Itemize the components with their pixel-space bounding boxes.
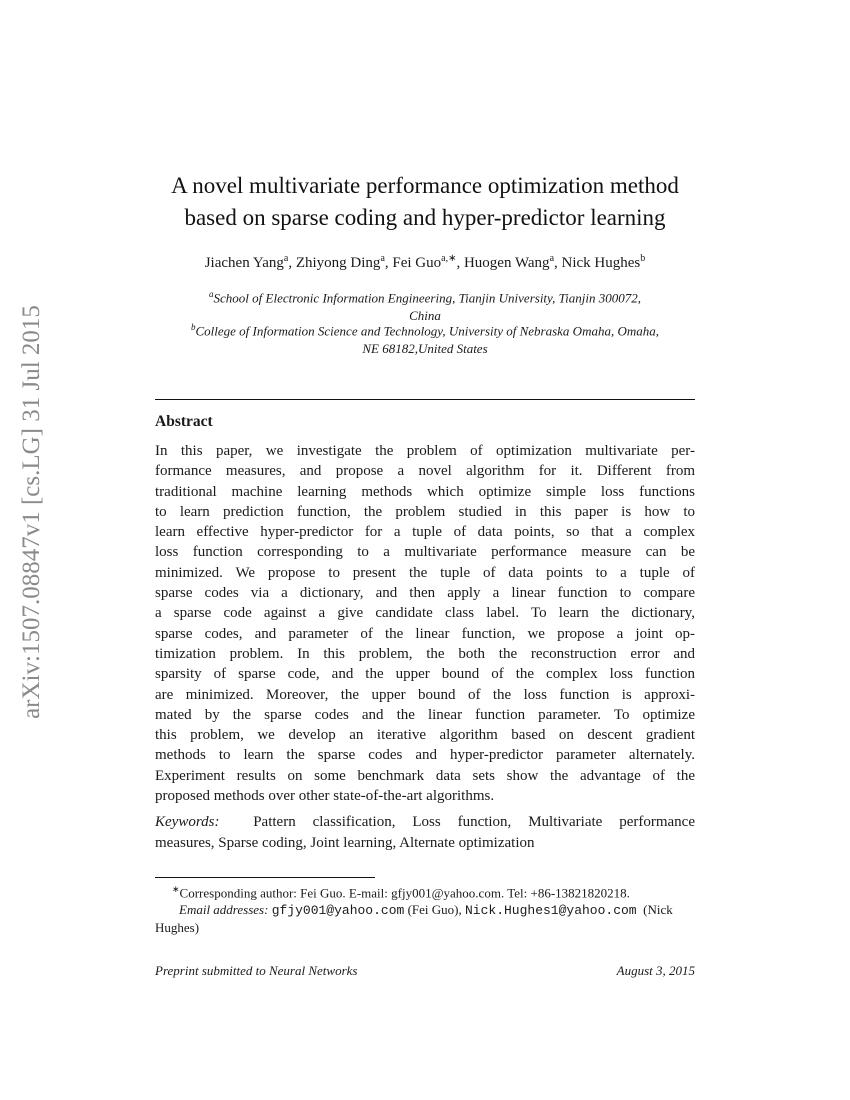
affiliation-b (150, 318, 700, 358)
preprint-journal: Preprint submitted to Neural Networks (155, 963, 358, 978)
author-affil-mark: a (283, 253, 289, 264)
email-label: Email addresses: (179, 902, 269, 918)
abstract-line: sparsity of sparse code, and the upper bound of the complex loss function (155, 666, 695, 683)
author-list: Jiachen Yang$^a$, Zhiyong Ding$^a$, Fei Guo$^{a,∗}$, Huogen Wang$^a$, Nick Hughes$^b$ (204, 253, 646, 271)
email-link[interactable]: Nick.Hughes1@yahoo.com (464, 903, 637, 919)
abstract-line: In this paper, we investigate the problem of optimization multivariate per- (155, 443, 695, 459)
abstract-line: are minimized. Moreover, the upper bound of the loss function is approxi- (155, 686, 695, 703)
affiliation-line: College of Information Science and Technology, University of Nebraska Omaha, Omaha, (195, 323, 659, 339)
email-owner: (Nick (643, 902, 673, 918)
abstract-line: mated by the sparse codes and the linear function parameter. To optimize (155, 706, 695, 723)
abstract-line: timization problem. In this problem, the both the reconstruction error and (155, 645, 695, 662)
title-line-2: based on sparse coding and hyper-predictor learning (184, 205, 666, 230)
keywords-label: Keywords: (155, 814, 220, 830)
abstract-line: formance measures, and propose a novel algorithm for it. Different from (155, 463, 695, 480)
abstract-line: methods to learn the sparse codes and hyper-predictor parameter alternately. (155, 747, 695, 764)
affiliation-line: China (409, 308, 441, 324)
abstract-line: proposed methods over other state-of-the-art algorithms. (155, 788, 495, 805)
abstract-line: minimized. We propose to present the tuple of data points to a tuple of (155, 564, 695, 581)
author-name: Nick Hughes (561, 255, 641, 271)
abstract-line: traditional machine learning methods which optimize simple loss functions (155, 483, 695, 500)
abstract-line: to learn prediction function, the problem studied in this paper is how to (155, 503, 695, 520)
abstract-heading: Abstract (155, 413, 213, 430)
affiliation-line: NE 68182,United States (362, 341, 488, 357)
author-affil-mark: b (640, 253, 646, 264)
footnote-mark: ∗ (172, 884, 180, 894)
author-name: Zhiyong Ding (295, 255, 381, 271)
abstract-line: this problem, we develop an iterative algorithm based on descent gradient (155, 727, 695, 744)
author-name: Huogen Wang (463, 255, 550, 271)
email-owner: (Fei Guo), (407, 902, 462, 918)
abstract-line: learn effective hyper-predictor for a tuple of data points, so that a complex (155, 524, 695, 541)
author-affil-mark: a (549, 253, 555, 264)
paper-title (150, 170, 700, 234)
keywords-line: Pattern classification, Loss function, Multivariate performance (253, 814, 695, 830)
affiliation-mark: a (209, 289, 214, 299)
abstract-line: sparse codes, and parameter of the linear function, we propose a joint op- (155, 625, 695, 642)
footnote (155, 881, 695, 936)
abstract-line: sparse codes via a dictionary, and then apply a linear function to compare (155, 585, 695, 602)
arxiv-identifier: arXiv:1507.08847v1 [cs.LG] 31 Jul 2015 (18, 305, 45, 719)
affiliation-mark: b (191, 322, 196, 332)
email-link[interactable]: gfjy001@yahoo.com (271, 903, 405, 919)
author-name: Fei Guo (392, 255, 442, 271)
abstract-line: Experiment results on some benchmark data sets show the advantage of the (155, 767, 695, 784)
title-line-1: A novel multivariate performance optimization method (171, 173, 679, 198)
email-owner: Hughes) (155, 920, 200, 936)
footnote-rule (155, 877, 375, 878)
abstract-top-rule (155, 399, 695, 400)
abstract-line: a sparse code against a give candidate class label. To learn the dictionary, (155, 605, 695, 622)
preprint-date: August 3, 2015 (616, 963, 695, 978)
keywords-line: measures, Sparse coding, Joint learning, Alternate optimization (155, 835, 535, 851)
abstract-line: loss function corresponding to a multivariate performance measure can be (155, 544, 695, 561)
keywords-block (155, 812, 695, 854)
author-affil-mark: a,∗ (441, 253, 457, 264)
corresponding-author-note: Corresponding author: Fei Guo. E-mail: gfjy001@yahoo.com. Tel: +86-13821820218. (179, 885, 630, 901)
abstract-body (155, 441, 695, 806)
author-affil-mark: a (380, 253, 385, 264)
affiliation-line: School of Electronic Information Engineering, Tianjin University, Tianjin 300072, (213, 290, 641, 306)
author-name: Jiachen Yang (204, 255, 284, 271)
